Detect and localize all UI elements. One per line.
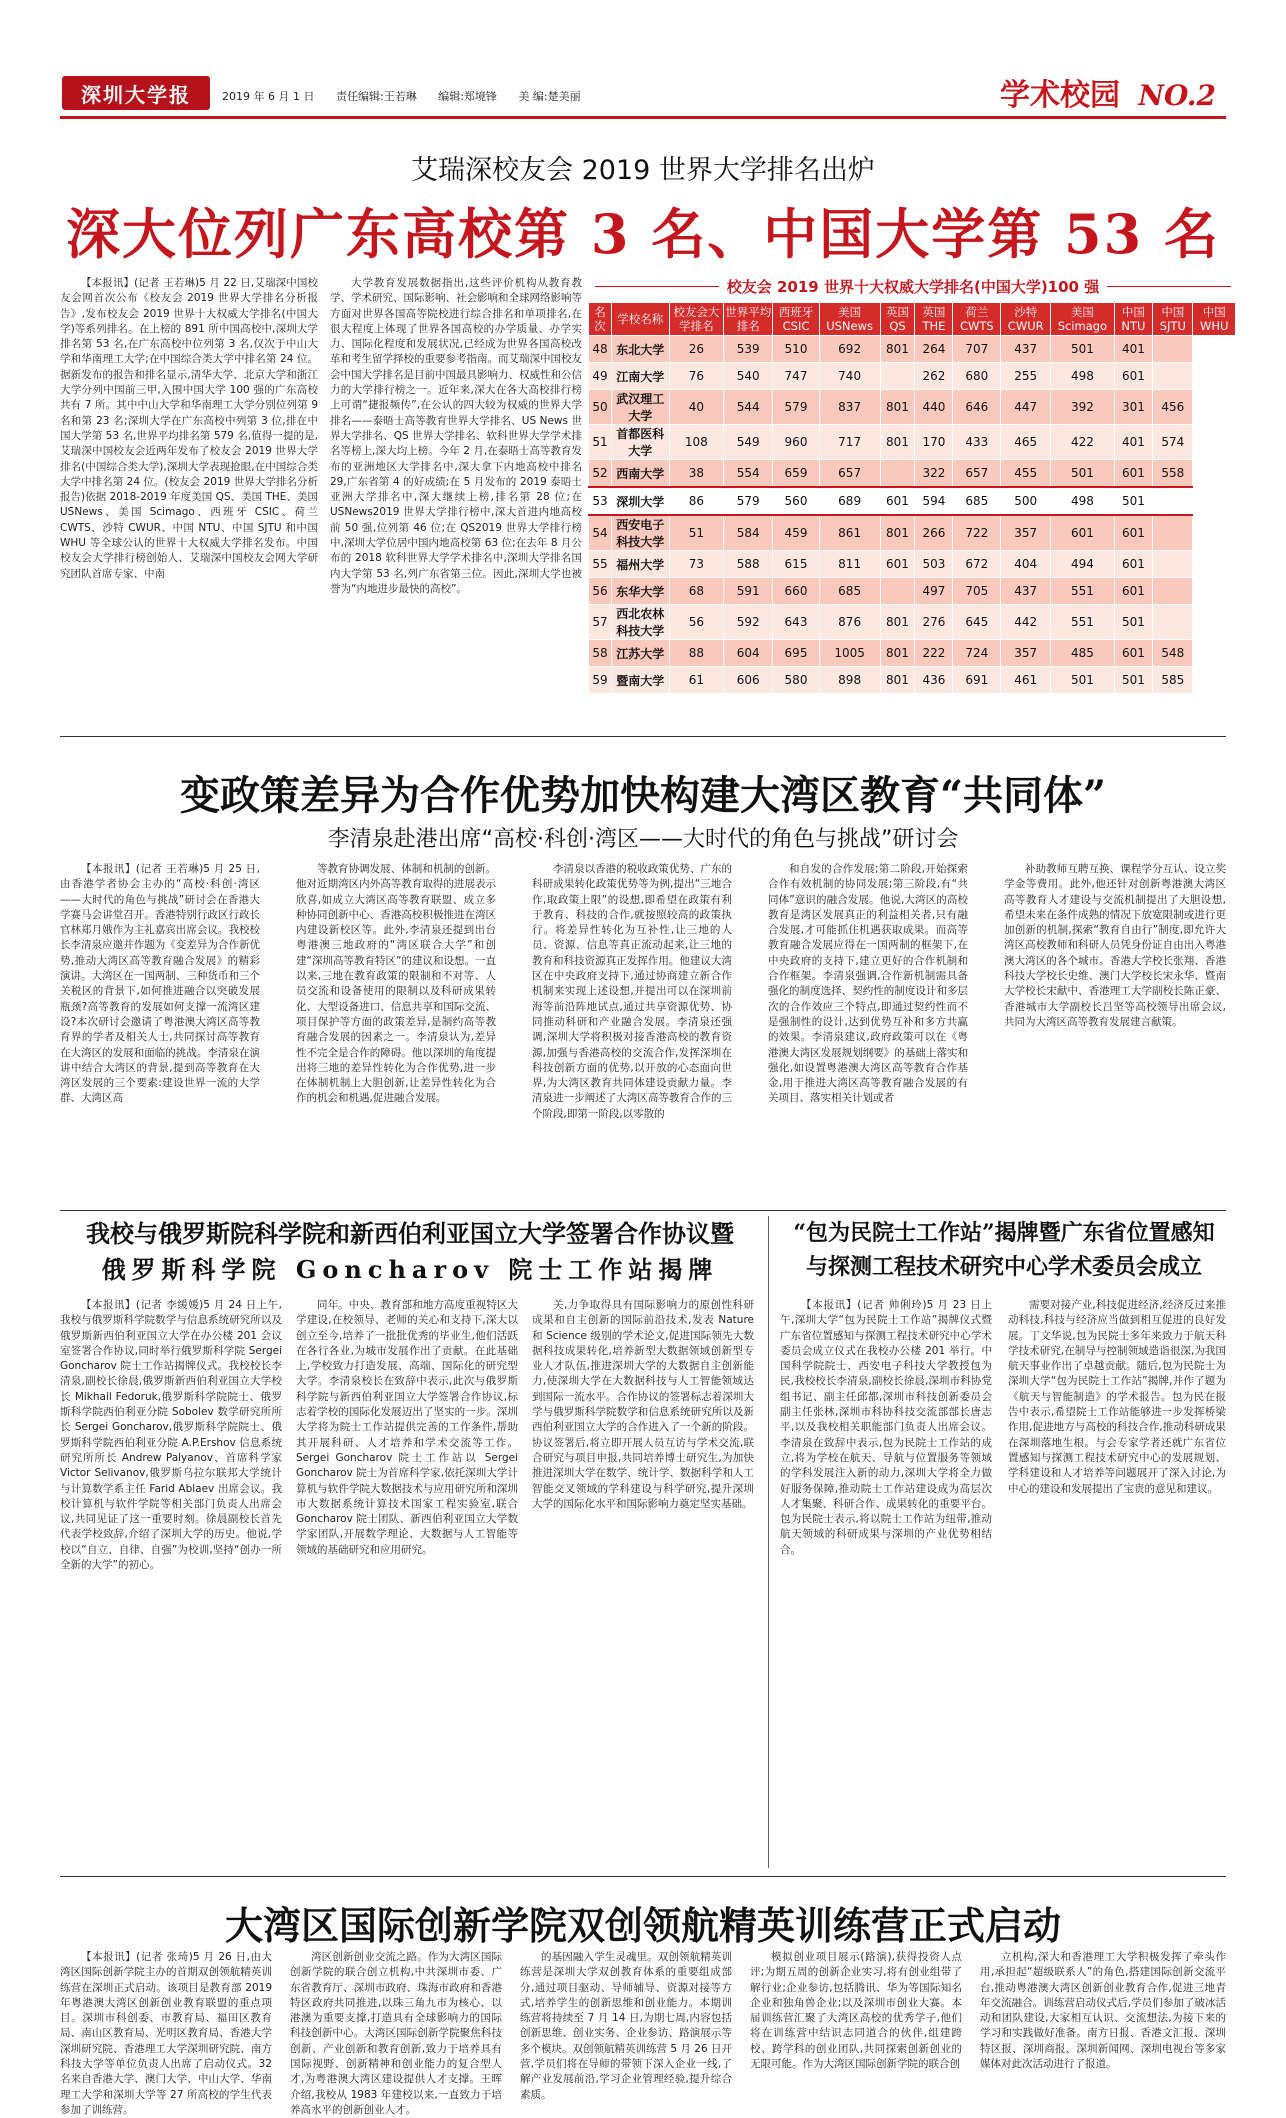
issue-meta bbox=[222, 88, 599, 104]
ranking-header-cell: 校友会大学排名 bbox=[669, 303, 724, 336]
article2-subhead: 李清泉赴港出席“高校·科创·湾区——大时代的角色与挑战”研讨会 bbox=[327, 827, 959, 852]
ranking-table-row bbox=[589, 578, 1236, 605]
ranking-cell: 55 bbox=[589, 551, 612, 578]
ranking-cell: 549 bbox=[724, 425, 773, 460]
article4-col1 bbox=[780, 1298, 992, 1868]
ranking-cell: 801 bbox=[880, 667, 915, 694]
issue-date: 2019 年 6 月 1 日 bbox=[222, 90, 315, 103]
ranking-cell: 747 bbox=[773, 363, 819, 390]
ranking-cell: 40 bbox=[669, 390, 724, 425]
ranking-header-cell: 名次 bbox=[589, 303, 612, 336]
ranking-header-cell: 中国NTU bbox=[1114, 303, 1153, 336]
ranking-header-cell: 英国QS bbox=[880, 303, 915, 336]
ranking-cell: 660 bbox=[773, 578, 819, 605]
ranking-cell: 604 bbox=[724, 640, 773, 667]
ranking-cell: 579 bbox=[773, 390, 819, 425]
ranking-cell: 503 bbox=[915, 551, 953, 578]
article2-col3 bbox=[532, 862, 732, 1202]
ranking-table-title bbox=[595, 276, 1231, 297]
article1-col1-text: 【本报讯】(记者 王若琳)5 月 22 日,艾瑞深中国校友会网首次公布《校友会 2019 世界大学排名分析报告》,发布校友会 2019 世界十大权威大学排名(中国大学)等系列排名。在上榜的 891 所中国高校中,深圳大学排名第 53 名,在广东高校中位列第 3 名,仅次于中山大学和华南理工大学;在中国综合类大学中排名第 24 位。据新发布的报告和排名显示,清华大学、北京大学和浙江大学分列中国前三甲,入围中国大学 100 强的广东高校共有 7 所。其中中山大学和华南理工大学分别位列第 9 名和第 23 名;深圳大学在广东高校中列第 3 位,排在中国大学第 53 名,世界平均排名第 579 名,值得一提的是,艾瑞深中国校友会近两年发布了校友会 2019 世界大学排名(中国综合类大学),深圳大学表现抢眼,在中国综合类大学中排名第 24 位。(校友会 2019 世界大学排名分析报告)依据 2018-2019 年度美国 QS、美国 THE、美国 USNews、美国 Scimago、西班牙 CSIC、荷兰 CWTS、沙特 CWUR、中国 NTU、中国 SJTU 和中国 WHU 等全球公认的世界十大权威大学排名发布。中国校友会大学排行榜创始人、艾瑞深中国校友会网大学研究团队首席专家、中南 bbox=[60, 277, 318, 580]
article2-col4 bbox=[768, 862, 968, 1202]
ranking-table-row bbox=[589, 487, 1236, 515]
article3-col2-text: 同年。中央、教育部和地方高度重视特区大学建设,在校领导、老师的关心和支持下,深大以创立至今,培养了一批批优秀的毕业生,他们活跃在各行各业,为城市发展作出了贡献。在此基础上,学校致力打造发展、高端、国际化的研究型大学。李清泉校长在致辞中表示,此次与俄罗斯科学院与新西伯利亚国立大学签署合作协议,标志着学校的国际化发展迈出了坚实的一步。深圳大学将为院士工作站提供完善的工作条件,帮助其开展科研、人才培养和学术交流等工作。Sergei Goncharov 院士工作站以 Sergei Goncharov 院士为首席科学家,依托深圳大学计算机与软件学院大数据技术与应用研究所和深圳市大数据系统计算技术国家工程实验室,联合 Goncharov 院士团队、新西伯利亚国立大学数学家团队,开展数学理论、大数据与人工智能等领域的基础研究和应用研究。 bbox=[296, 1299, 518, 1556]
ranking-header-cell: 英国THE bbox=[915, 303, 953, 336]
ranking-cell bbox=[880, 460, 915, 488]
article1-col1 bbox=[60, 276, 318, 720]
ranking-cell bbox=[1153, 487, 1193, 515]
ranking-cell: 357 bbox=[1001, 640, 1051, 667]
ranking-cell: 601 bbox=[1114, 460, 1153, 488]
ranking-cell: 722 bbox=[953, 515, 1001, 551]
ranking-cell: 601 bbox=[880, 551, 915, 578]
ranking-cell: 801 bbox=[880, 390, 915, 425]
article3-headline bbox=[60, 1216, 760, 1288]
ranking-cell: 440 bbox=[915, 390, 953, 425]
ranking-table-row bbox=[589, 460, 1236, 488]
ranking-cell: 255 bbox=[1001, 363, 1051, 390]
ranking-cell: 357 bbox=[1001, 515, 1051, 551]
ranking-cell: 646 bbox=[953, 390, 1001, 425]
ranking-cell: 601 bbox=[1114, 578, 1153, 605]
ranking-cell: 170 bbox=[915, 425, 953, 460]
ranking-cell: 422 bbox=[1051, 425, 1114, 460]
ranking-cell: 601 bbox=[1114, 515, 1153, 551]
ranking-cell: 50 bbox=[589, 390, 612, 425]
ranking-cell: 510 bbox=[773, 336, 819, 363]
ranking-cell: 585 bbox=[1153, 667, 1193, 694]
ranking-cell: 601 bbox=[1051, 515, 1114, 551]
ranking-cell: 498 bbox=[1051, 363, 1114, 390]
article5-col3 bbox=[520, 1950, 732, 2101]
ranking-table-row bbox=[589, 390, 1236, 425]
ranking-header-cell: 荷兰CWTS bbox=[953, 303, 1001, 336]
article5-col4 bbox=[750, 1950, 962, 2071]
ranking-cell: 692 bbox=[819, 336, 880, 363]
ranking-header-cell: 沙特CWUR bbox=[1001, 303, 1051, 336]
ranking-header-cell: 中国WHU bbox=[1193, 303, 1236, 336]
ranking-school-name: 武汉理工大学 bbox=[612, 390, 669, 425]
ranking-cell bbox=[1153, 551, 1193, 578]
ranking-cell: 465 bbox=[1001, 425, 1051, 460]
ranking-cell: 456 bbox=[1153, 390, 1193, 425]
article4-headline-line2: 与探测工程技术研究中心学术委员会成立 bbox=[805, 1254, 1202, 1280]
ranking-cell: 544 bbox=[724, 390, 773, 425]
ranking-school-name: 深圳大学 bbox=[612, 487, 669, 515]
article1-headline: 深大位列广东高校第 3 名、中国大学第 53 名 bbox=[66, 202, 1220, 266]
ranking-cell: 685 bbox=[953, 487, 1001, 515]
ranking-cell: 301 bbox=[1114, 390, 1153, 425]
ranking-cell: 801 bbox=[880, 336, 915, 363]
ranking-school-name: 东华大学 bbox=[612, 578, 669, 605]
ranking-cell: 592 bbox=[724, 605, 773, 640]
ranking-school-name: 西北农林科技大学 bbox=[612, 605, 669, 640]
editor-credit: 责任编辑:王若琳 bbox=[335, 90, 417, 103]
article3-headline-line1: 我校与俄罗斯院科学院和新西伯利亚国立大学签署合作协议暨 bbox=[86, 1219, 734, 1248]
newspaper-logo: 深圳大学报 bbox=[62, 76, 210, 110]
ranking-cell: 501 bbox=[1114, 605, 1153, 640]
ranking-table-row bbox=[589, 515, 1236, 551]
article5-col5 bbox=[980, 1950, 1226, 2071]
article5-col4-text: 模拟创业项目展示(路演),获得投资人点评;为期五周的创新企业实习,将有创业组带了解行业;企业参访,包括腾讯、华为等国际知名企业和独角兽企业;以及深圳市创业大赛。本届训练营汇聚了大湾区高校的优秀学子,他们将在训练营中结识志同道合的伙伴,组建跨校、跨学科的创业团队,共同探索创新创业的无限可能。作为大湾区国际创新学院的联合创 bbox=[750, 1951, 962, 2071]
ranking-cell: 1005 bbox=[819, 640, 880, 667]
ranking-cell: 447 bbox=[1001, 390, 1051, 425]
article2-col2-text: 等教育协调发展、体制和机制的创新。他对近期湾区内外高等教育取得的进展表示欣喜,如成立大湾区高等教育联盟、成立多种协同创新中心、香港高校积极推进在湾区内建设新校区等。此外,李清泉还提到出台粤港澳三地政府的“湾区联合大学”和创建“深圳高等教育特区”的建议和设想。一直以来,三地在教育政策的限制和不对等、人员交流和设备使用的限制以及科研成果转化、大型设备进口、信息共享和国际交流、项目保护等方面的政策差异,是制约高等教育融合发展的因素之一。李清泉认为,差异性不完全是合作的障碍。他以深圳的角度提出将三地的差异性转化为合作优势,进一步在体制机制上大胆创新,让差异性转化为合作的机会和机遇,促进融合发展。 bbox=[296, 863, 496, 1105]
ranking-cell: 501 bbox=[1114, 487, 1153, 515]
ranking-cell: 501 bbox=[1051, 460, 1114, 488]
ranking-cell: 57 bbox=[589, 605, 612, 640]
ranking-cell: 645 bbox=[953, 605, 1001, 640]
ranking-cell: 558 bbox=[1153, 460, 1193, 488]
ranking-table-row bbox=[589, 640, 1236, 667]
ranking-cell: 960 bbox=[773, 425, 819, 460]
ranking-cell: 695 bbox=[773, 640, 819, 667]
ranking-school-name: 首都医科大学 bbox=[612, 425, 669, 460]
ranking-cell: 437 bbox=[1001, 336, 1051, 363]
ranking-cell: 73 bbox=[669, 551, 724, 578]
ranking-cell: 606 bbox=[724, 667, 773, 694]
article2-col1 bbox=[60, 862, 260, 1202]
article1-col2-text: 大学教育发展数据指出,这些评价机构从教育教学、学术研究、国际影响、社会影响和全球网络影响等方面对世界各国高等院校进行综合排名和单项排名,在很大程度上体现了世界各国高校的办学质量、办学实力、国际化程度和发展状况,已经成为世界各国高校改革和考生留学择校的重要参考指南。而艾瑞深中国校友会中国大学排名是目前中国最具影响力、权威性和公信力的大学排行榜之一。近年来,深大在各大高校排行榜上可谓“捷报频传”,在公认的四大较为权威的世界大学排名——泰晤士高等教育世界大学排名、US News 世界大学排名、QS 世界大学排名、软科世界大学学术排名等榜上,深大均上榜。今年 2 月,在泰晤士高等教育发布的亚洲地区大学排名中,深大拿下内地高校中排名 29,广东省第 4 的好成绩;在 5 月发布的 2019 泰晤士亚洲大学排名中,深大继续上榜,排名第 28 位;在 USNews2019 世界大学排行榜中,深大首进内地高校前 50 强,位列第 46 位;在 QS2019 世界大学排行榜中,深圳大学位居中国内地高校第 63 位;在去年 8 月公布的 2018 软科世界大学学术排名中,深圳大学排名国内大学第 53 名,列广东省第三位。因此,深圳大学也被誉为“内地进步最快的高校”。 bbox=[330, 277, 582, 595]
ranking-cell: 86 bbox=[669, 487, 724, 515]
page-number: NO.2 bbox=[1138, 79, 1216, 112]
ranking-cell: 61 bbox=[669, 667, 724, 694]
ranking-table bbox=[588, 302, 1236, 694]
ranking-cell: 455 bbox=[1001, 460, 1051, 488]
ranking-cell: 494 bbox=[1051, 551, 1114, 578]
article5-col1-text: 【本报讯】(记者 张琦)5 月 26 日,由大湾区国际创新学院主办的首期双创领航精英训练营在深圳正式启动。该项目是教育部 2019 年粤港澳大湾区创新创业教育联盟的重点项目。深圳市科创委、市教育局、福田区教育局、南山区教育局、光明区教育局、香港大学深圳研究院、香港理工大学深圳研究院、南方科技大学等单位负责人出席了启动仪式。32 名来自香港大学、澳门大学、中山大学、华南理工大学和深圳大学等 27 所高校的学生代表参加了训练营。 bbox=[60, 1951, 272, 2116]
ranking-cell: 659 bbox=[773, 460, 819, 488]
article5-col2-text: 湾区创新创业交流之路。作为大湾区国际创新学院的联合创立机构,中共深圳市委、广东省教育厅、深圳市政府、珠海市政府和香港特区政府共同推进,以珠三角九市为核心、以港澳为重要支撑,打造具有全球影响力的国际科技创新中心。大湾区国际创新学院聚焦科技创新、产业创新和教育创新,致力于培养具有国际视野、创新精神和创业能力的复合型人才,为粤港澳大湾区建设提供人才支撑。王晖介绍,我校从 1983 年建校以来,一直致力于培养高水平的创新创业人才。 bbox=[290, 1951, 502, 2116]
ranking-table-row bbox=[589, 551, 1236, 578]
section-name bbox=[1000, 70, 1216, 114]
ranking-table-row bbox=[589, 336, 1236, 363]
ranking-cell: 442 bbox=[1001, 605, 1051, 640]
ranking-cell: 801 bbox=[880, 515, 915, 551]
ranking-cell: 724 bbox=[953, 640, 1001, 667]
ranking-table-title-text: 校友会 2019 世界十大权威大学排名(中国大学)100 强 bbox=[719, 278, 1107, 296]
ranking-cell: 601 bbox=[1114, 363, 1153, 390]
ranking-table-row bbox=[589, 605, 1236, 640]
divider-2 bbox=[60, 1210, 1226, 1211]
divider-3 bbox=[60, 1876, 1226, 1877]
ranking-cell: 579 bbox=[724, 487, 773, 515]
ranking-header-cell: 中国SJTU bbox=[1153, 303, 1193, 336]
article5-col1 bbox=[60, 1950, 272, 2116]
article4-col2 bbox=[1008, 1298, 1226, 1868]
ranking-table-row bbox=[589, 667, 1236, 694]
ranking-cell: 88 bbox=[669, 640, 724, 667]
ranking-cell: 51 bbox=[589, 425, 612, 460]
ranking-cell: 38 bbox=[669, 460, 724, 488]
ranking-cell: 551 bbox=[1051, 578, 1114, 605]
ranking-cell: 811 bbox=[819, 551, 880, 578]
ranking-header-cell: 西班牙CSIC bbox=[773, 303, 819, 336]
ranking-table-row bbox=[589, 363, 1236, 390]
ranking-table-header bbox=[589, 303, 1236, 336]
article2-headline: 变政策差异为合作优势加快构建大湾区教育“共同体” bbox=[179, 772, 1106, 819]
ranking-cell: 837 bbox=[819, 390, 880, 425]
article4-col1-text: 【本报讯】(记者 帅俐玲)5 月 23 日上午,深圳大学“包为民院士工作站”揭牌仪式暨广东省位置感知与探测工程技术研究中心学术委员会成立仪式在我校办公楼 201 举行。中国科学院院士、西安电子科技大学教授包为民,我校校长李清泉,副校长徐晨,深圳市科协党组书记、副主任邱都,深圳市科技创新委员会副主任张林,深圳市科协科技交流部部长唐志平,以及我校相关职能部门负责人出席会议。李清泉在致辞中表示,包为民院士工作站的成立,将为学校在航天、导航与位置服务等领域的学科发展注入新的动力,深圳大学将全力做好服务保障,推动院士工作站建设成为高层次人才集聚、科研合作、成果转化的重要平台。包为民院士表示,将以院士工作站为纽带,推动航天领域的科研成果与深圳的产业优势相结合。 bbox=[780, 1299, 992, 1556]
ranking-cell: 501 bbox=[1051, 667, 1114, 694]
ranking-school-name: 江苏大学 bbox=[612, 640, 669, 667]
ranking-cell: 707 bbox=[953, 336, 1001, 363]
ranking-cell: 657 bbox=[953, 460, 1001, 488]
ranking-cell: 401 bbox=[1114, 425, 1153, 460]
ranking-cell bbox=[1153, 363, 1193, 390]
ranking-cell: 108 bbox=[669, 425, 724, 460]
ranking-cell: 876 bbox=[819, 605, 880, 640]
article4-headline bbox=[776, 1216, 1232, 1284]
ranking-cell bbox=[880, 578, 915, 605]
ranking-cell: 801 bbox=[880, 605, 915, 640]
article3-headline-line2: 俄罗斯科学院 Goncharov 院士工作站揭牌 bbox=[101, 1255, 719, 1284]
article5-col2 bbox=[290, 1950, 502, 2116]
ranking-cell: 717 bbox=[819, 425, 880, 460]
ranking-cell: 437 bbox=[1001, 578, 1051, 605]
ranking-header-cell: 学校名称 bbox=[612, 303, 669, 336]
ranking-cell: 657 bbox=[819, 460, 880, 488]
article4-col2-text: 需要对接产业,科技促进经济,经济反过来推动科技,科技与经济应当做到相互促进的良好发展。丁文华说,包为民院士多年来致力于航天科学技术研究,在制导与控制领域造诣很深,为我国航天事业作出了卓越贡献。随后,包为民院士为深圳大学“包为民院士工作站”揭牌,并作了题为《航天与智能制造》的学术报告。包为民在报告中表示,希望院士工作站能够进一步发挥桥梁作用,促进地方与高校的科技合作,推动科研成果在深圳落地生根。与会专家学者还就广东省位置感知与探测工程技术研究中心的发展规划、学科建设和人才培养等问题展开了深入讨论,为中心的建设和发展提出了宝贵的意见和建议。 bbox=[1008, 1299, 1226, 1495]
ranking-cell: 51 bbox=[669, 515, 724, 551]
ranking-cell: 56 bbox=[589, 578, 612, 605]
ranking-cell bbox=[1153, 336, 1193, 363]
article3-col3-text: 关,力争取得具有国际影响力的原创性科研成果和自主创新的国际前沿技术,发表 Nature 和 Science 级别的学术论文,促进国际领先大数据科技成果转化,培养新型大数据领域创新型专业人才队伍,推进深圳大学的大数据自主创新能力,使深圳大学在大数据科技与人工智能领域达到国际一流水平。合作协议的签署标志着深圳大学与俄罗斯科学院数学和信息系统研究所以及新西伯利亚国立大学的合作进入了一个新的阶段。协议签署后,将立即开展人员互访与学术交流,联合研究与项目申报,共同培养博士研究生,为加快推进深圳大学在数学、统计学、数据科学和人工智能交叉领域的学科建设与科学研究,提升深圳大学的国际化水平和国际影响力奠定坚实基础。 bbox=[532, 1299, 754, 1510]
ranking-cell: 685 bbox=[819, 578, 880, 605]
article3-col1 bbox=[60, 1298, 282, 1868]
ranking-cell: 54 bbox=[589, 515, 612, 551]
ranking-cell: 262 bbox=[915, 363, 953, 390]
ranking-cell: 584 bbox=[724, 515, 773, 551]
ranking-table-row bbox=[589, 425, 1236, 460]
article2-col5 bbox=[1004, 862, 1226, 1202]
ranking-cell: 588 bbox=[724, 551, 773, 578]
ranking-school-name: 西安电子科技大学 bbox=[612, 515, 669, 551]
ranking-cell: 861 bbox=[819, 515, 880, 551]
ranking-header-cell: 世界平均排名 bbox=[724, 303, 773, 336]
ranking-cell: 266 bbox=[915, 515, 953, 551]
article3-col2 bbox=[296, 1298, 518, 1868]
ranking-cell: 801 bbox=[880, 640, 915, 667]
ranking-school-name: 暨南大学 bbox=[612, 667, 669, 694]
article3-col3 bbox=[532, 1298, 754, 1868]
ranking-cell: 404 bbox=[1001, 551, 1051, 578]
ranking-cell: 52 bbox=[589, 460, 612, 488]
ranking-cell: 401 bbox=[1114, 336, 1153, 363]
ranking-cell: 501 bbox=[1114, 667, 1153, 694]
ranking-cell bbox=[1153, 515, 1193, 551]
ranking-school-name: 东北大学 bbox=[612, 336, 669, 363]
ranking-cell: 580 bbox=[773, 667, 819, 694]
ranking-cell: 485 bbox=[1051, 640, 1114, 667]
ranking-header-cell: 美国Scimago bbox=[1051, 303, 1114, 336]
article1-col2 bbox=[330, 276, 582, 720]
ranking-cell: 689 bbox=[819, 487, 880, 515]
ranking-cell: 643 bbox=[773, 605, 819, 640]
ranking-cell: 680 bbox=[953, 363, 1001, 390]
ranking-cell: 48 bbox=[589, 336, 612, 363]
article2-col3-text: 李清泉以香港的税收政策优势、广东的科研成果转化政策优势等为例,提出“三地合作,取政策上限”的设想,即希望在政策有利于教育、科技的合作,就按照较高的政策执行。将差异性转化为互补性,让三地的人员、资源、信息等真正流动起来,让三地的教育和科技资源真正发挥作用。他建议大湾区在中央政府支持下,通过协商建立新合作机制来实现上述设想,并提出可以在深圳前海等前沿阵地试点,通过共享资源优势、协同推动科研和产业融合发展。李清泉还强调,深圳大学将积极对接香港高校的教育资源,加强与香港高校的交流合作,发挥深圳在科技创新方面的优势,以开放的心态面向世界,为大湾区教育共同体建设贡献力量。李清泉进一步阐述了大湾区高等教育合作的三个阶段,即第一阶段,以零散的 bbox=[532, 863, 732, 1120]
art-credit: 美 编:楚美丽 bbox=[518, 90, 581, 103]
article3-col1-text: 【本报讯】(记者 李缓媛)5 月 24 日上午,我校与俄罗斯科学院数学与信息系统研究所以及俄罗斯新西伯利亚国立大学在办公楼 201 会议室签署合作协议,同时举行俄罗斯科学院 Sergei Goncharov 院士工作站揭牌仪式。我校校长李清泉,副校长徐晨,俄罗斯新西伯利亚国立大学校长 Mikhail Fedoruk,俄罗斯科学院院士、俄罗斯科学院西伯利亚分院 Sobolev 数学研究所所长 Sergei Goncharov,俄罗斯科学院院士、俄罗斯科学院西伯利亚分院 A.P.Ershov 信息系统研究所所长 Andrew Palyanov、首席科学家 Victor Selivanov,俄罗斯乌拉尔联邦大学统计与计算数学系主任 Farid Ablaev 出席会议。我校计算机与软件学院等相关部门负责人出席会议,共同见证了这一重要时刻。徐晨副校长首先代表学校致辞,介绍了深圳大学的历史。他说,学校以“自立、自律、自强”为校训,坚持“创办一所全新的大学”的初心。 bbox=[60, 1299, 282, 1572]
ranking-cell: 222 bbox=[915, 640, 953, 667]
ranking-cell: 501 bbox=[1051, 336, 1114, 363]
ranking-cell: 58 bbox=[589, 640, 612, 667]
ranking-cell: 68 bbox=[669, 578, 724, 605]
ranking-cell: 615 bbox=[773, 551, 819, 578]
ranking-cell: 49 bbox=[589, 363, 612, 390]
article2-col4-text: 和自发的合作发展;第二阶段,开始探索合作有效机制的协同发展;第三阶段,有“共同体”意识的融合发展。他说,大湾区的高校教育是湾区发展真正的利益相关者,只有融合发展,才可能抓住机遇获取成果。而高等教育融合发展应得在一国两制的框架下,在中央政府的支持下,建立更好的合作机制和合作框架。李清泉强调,合作新机制需具备强化的制度选择、契约性的制度设计和多层次的合作效应三个特点,即通过契约性而不是强制性的设计,达到优势互补和多方共赢的效果。李清泉建议,政府政策可以在《粤港澳大湾区发展规划纲要》的基础上落实和强化,如设置粤港澳大湾区高等教育合作基金,用于推进大湾区高等教育融合发展的有关项目、落实相关计划或者 bbox=[768, 863, 968, 1105]
ranking-cell: 672 bbox=[953, 551, 1001, 578]
layout-credit: 编辑:郑境锋 bbox=[438, 90, 497, 103]
ranking-cell: 539 bbox=[724, 336, 773, 363]
ranking-cell: 898 bbox=[819, 667, 880, 694]
ranking-cell: 691 bbox=[953, 667, 1001, 694]
ranking-cell: 740 bbox=[819, 363, 880, 390]
ranking-cell: 459 bbox=[773, 515, 819, 551]
ranking-cell: 276 bbox=[915, 605, 953, 640]
ranking-cell: 392 bbox=[1051, 390, 1114, 425]
ranking-cell: 264 bbox=[915, 336, 953, 363]
ranking-cell: 56 bbox=[669, 605, 724, 640]
ranking-cell bbox=[1153, 578, 1193, 605]
article4-headline-line1: “包为民院士工作站”揭牌暨广东省位置感知 bbox=[793, 1220, 1215, 1246]
section-label: 学术校园 bbox=[999, 78, 1120, 113]
ranking-cell: 601 bbox=[1114, 551, 1153, 578]
ranking-cell: 433 bbox=[953, 425, 1001, 460]
ranking-cell: 461 bbox=[1001, 667, 1051, 694]
ranking-cell: 594 bbox=[915, 487, 953, 515]
article2-col2 bbox=[296, 862, 496, 1202]
ranking-cell: 53 bbox=[589, 487, 612, 515]
ranking-cell: 497 bbox=[915, 578, 953, 605]
ranking-cell bbox=[1153, 605, 1193, 640]
ranking-cell: 801 bbox=[880, 425, 915, 460]
ranking-header-cell: 美国USNews bbox=[819, 303, 880, 336]
ranking-cell: 500 bbox=[1001, 487, 1051, 515]
ranking-cell: 26 bbox=[669, 336, 724, 363]
column-divider bbox=[768, 1216, 769, 1868]
article2-col5-text: 补助教师互聘互换、课程学分互认、设立奖学金等费用。此外,他还针对创新粤港澳大湾区高等教育人才建设与交流机制提出了大胆设想,希望未来在条件成熟的情况下放宽限制或进行更加创新的机制,探索“教育自由行”制度,即允许大湾区高校教师和科研人员凭身份证自由出入粤港澳大湾区的各个城市。香港大学校长张翔、香港科技大学校长史维、澳门大学校长宋永华、暨南大学校长宋献中、香港理工大学副校长陈正豪、香港城市大学副校长吕坚等高校领导出席会议,共同为大湾区高等教育发展建言献策。 bbox=[1004, 863, 1226, 1028]
article1-kicker: 艾瑞深校友会 2019 世界大学排名出炉 bbox=[411, 155, 875, 186]
ranking-cell: 554 bbox=[724, 460, 773, 488]
ranking-cell: 59 bbox=[589, 667, 612, 694]
article5-headline: 大湾区国际创新学院双创领航精英训练营正式启动 bbox=[224, 1903, 1061, 1948]
ranking-school-name: 福州大学 bbox=[612, 551, 669, 578]
ranking-cell: 548 bbox=[1153, 640, 1193, 667]
ranking-cell bbox=[880, 363, 915, 390]
ranking-cell: 560 bbox=[773, 487, 819, 515]
ranking-cell: 76 bbox=[669, 363, 724, 390]
ranking-cell: 540 bbox=[724, 363, 773, 390]
ranking-cell: 551 bbox=[1051, 605, 1114, 640]
article5-col5-text: 立机构,深大和香港理工大学积极发挥了牵头作用,承担起“超级联系人”的角色,搭建国际创新交流平台,推动粤港澳大湾区创新创业教育合作,促进三地青年交流融合。训练营启动仪式后,学员们参加了破冰活动和团队建设,大家相互认识、交流想法,为接下来的学习和实践做好准备。南方日报、香港文汇报、深圳特区报、深圳商报、深圳新闻网、深圳电视台等多家媒体对此次活动进行了报道。 bbox=[980, 1951, 1226, 2071]
ranking-school-name: 江南大学 bbox=[612, 363, 669, 390]
divider-1 bbox=[60, 736, 1226, 737]
ranking-cell: 436 bbox=[915, 667, 953, 694]
ranking-cell: 498 bbox=[1051, 487, 1114, 515]
ranking-school-name: 西南大学 bbox=[612, 460, 669, 488]
ranking-cell: 322 bbox=[915, 460, 953, 488]
ranking-cell: 705 bbox=[953, 578, 1001, 605]
article2-col1-text: 【本报讯】(记者 王若琳)5 月 25 日,由香港学者协会主办的“高校·科创·湾区——大时代的角色与挑战”研讨会在香港大学赛马会讲堂召开。香港特别行政区行政长官林郑月娥作为主礼嘉宾出席会议。我校校长李清泉应邀并作题为《变差异为合作新优势,推动大湾区高等教育融合发展》的精彩演讲。大湾区在一国两制、三种货币和三个关税区的背景下,如何推进融合以突破发展瓶颈?高等教育的发展如何支撑一流湾区建设?本次研讨会邀请了粤港澳大湾区高等教育界的学者及相关人士,共同探讨高等教育在大湾区的发展和面临的挑战。李清泉在演讲中结合大湾区的背景,提到高等教育在大湾区发展的三个要素:建设世界一流的大学群、大湾区高 bbox=[60, 863, 260, 1105]
ranking-cell: 591 bbox=[724, 578, 773, 605]
ranking-cell: 574 bbox=[1153, 425, 1193, 460]
ranking-cell: 601 bbox=[1114, 640, 1153, 667]
article5-col3-text: 的基因融入学生灵魂里。双创领航精英训练营是深圳大学双创教育体系的重要组成部分,通过项目驱动、导师辅导、资源对接等方式,培养学生的创新思维和创业能力。本期训练营将持续至 7 月 14 日,为期七周,内容包括创新思维、创业实务、企业参访、路演展示等多个模块。双创领航精英训练营 5 月 26 日开营,学员们将在导师的带领下深入企业一线,了解产业发展前沿,学习企业管理经验,提升综合素质。 bbox=[520, 1951, 732, 2101]
masthead-rule bbox=[60, 116, 1226, 119]
ranking-cell: 601 bbox=[880, 487, 915, 515]
